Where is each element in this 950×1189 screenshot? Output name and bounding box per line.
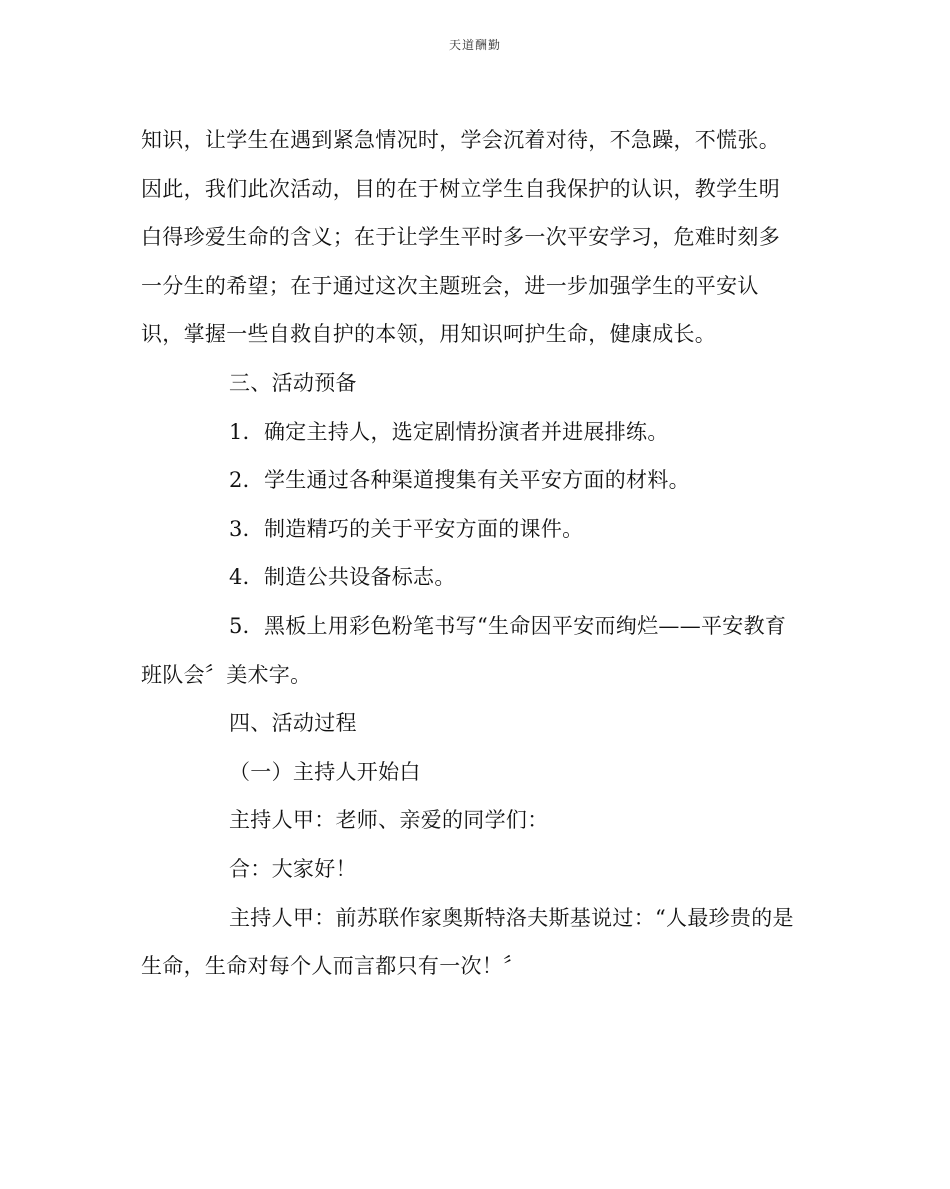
list-item: 3．制造精巧的关于平安方面的课件。 bbox=[229, 516, 584, 541]
dialogue-line: 合：大家好！ bbox=[229, 856, 357, 881]
list-item: 2．学生通过各种渠道搜集有关平安方面的材料。 bbox=[229, 468, 690, 493]
dialogue-line: 主持人甲：老师、亲爱的同学们： bbox=[229, 808, 549, 833]
section-heading: 三、活动预备 bbox=[229, 370, 357, 395]
list-item: 4．制造公共设备标志。 bbox=[229, 565, 456, 590]
text-line: 因此，我们此次活动，目的在于树立学生自我保护的认识，教学生明 bbox=[141, 176, 780, 201]
subsection-heading: （一）主持人开始白 bbox=[229, 759, 421, 784]
text-line: 一分生的希望；在于通过这次主题班会，进一步加强学生的平安认 bbox=[141, 273, 759, 298]
text-line: 知识，让学生在遇到紧急情况时，学会沉着对待，不急躁，不慌张。 bbox=[141, 128, 780, 152]
document-body bbox=[141, 128, 821, 1003]
section-heading: 四、活动过程 bbox=[229, 711, 357, 736]
text-line: 识，掌握一些自救自护的本领，用知识呵护生命，健康成长。 bbox=[141, 322, 717, 347]
dialogue-line: 主持人甲：前苏联作家奥斯特洛夫斯基说过：“人最珍贵的是 bbox=[229, 905, 794, 930]
list-item: 1．确定主持人，选定剧情扮演者并进展排练。 bbox=[229, 419, 669, 444]
text-line: 白得珍爱生命的含义；在于让学生平时多一次平安学习，危难时刻多 bbox=[141, 225, 780, 250]
page-header: 天道酬勤 bbox=[448, 38, 501, 52]
text-line: 生命，生命对每个人而言都只有一次！〞 bbox=[141, 954, 525, 979]
list-item: 5．黑板上用彩色粉笔书写“生命因平安而绚烂——平安教育 bbox=[229, 613, 787, 638]
text-line: 班队会〞美术字。 bbox=[141, 662, 312, 687]
